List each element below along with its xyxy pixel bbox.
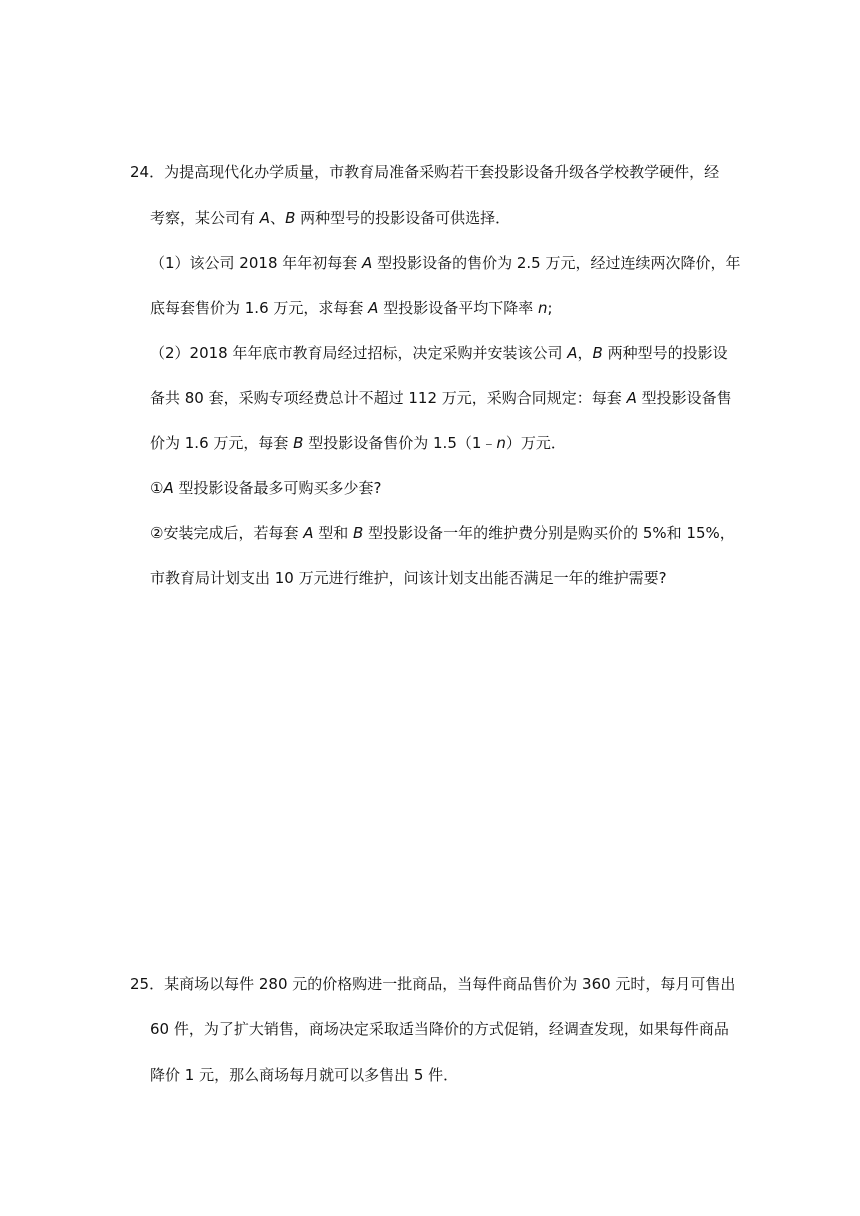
question-24-sub-2-line-2: 市教育局计划支出 10 万元进行维护，问该计划支出能否满足一年的维护需要? bbox=[150, 569, 667, 587]
question-24-part-2-line-3: 价为 1.6 万元，每套 B 型投影设备售价为 1.5（1﹣n）万元． bbox=[150, 434, 566, 452]
question-24-line-2: 考察，某公司有 A、B 两种型号的投影设备可供选择． bbox=[150, 209, 511, 227]
question-25-number: 25． bbox=[130, 975, 165, 993]
question-24-number: 24． bbox=[130, 163, 165, 181]
question-24-sub-1: ①A 型投影设备最多可购买多少套? bbox=[150, 479, 382, 497]
question-25-line-2: 60 件，为了扩大销售，商场决定采取适当降价的方式促销，经调查发现，如果每件商品 bbox=[150, 1020, 729, 1038]
question-24-part-1-line-1: （1）该公司 2018 年年初每套 A 型投影设备的售价为 2.5 万元，经过连续两次降价，年 bbox=[150, 254, 741, 272]
question-24-part-1-line-2: 底每套售价为 1.6 万元，求每套 A 型投影设备平均下降率 n; bbox=[150, 299, 553, 317]
question-25-line-1: 25．某商场以每件 280 元的价格购进一批商品，当每件商品售价为 360 元时，每月可售出 bbox=[130, 975, 736, 993]
question-24-part-2-line-2: 备共 80 套，采购专项经费总计不超过 112 万元，采购合同规定：每套 A 型投影设备售 bbox=[150, 389, 732, 407]
question-24-line-1: 24．为提高现代化办学质量，市教育局准备采购若干套投影设备升级各学校教学硬件，经 bbox=[130, 163, 720, 181]
question-25-line-3: 降价 1 元，那么商场每月就可以多售出 5 件． bbox=[150, 1066, 459, 1084]
question-24-sub-2-line-1: ②安装完成后，若每套 A 型和 B 型投影设备一年的维护费分别是购买价的 5%和 15%， bbox=[150, 524, 735, 542]
question-24-part-2-line-1: （2）2018 年年底市教育局经过招标，决定采购并安装该公司 A，B 两种型号的投影设 bbox=[150, 344, 728, 362]
